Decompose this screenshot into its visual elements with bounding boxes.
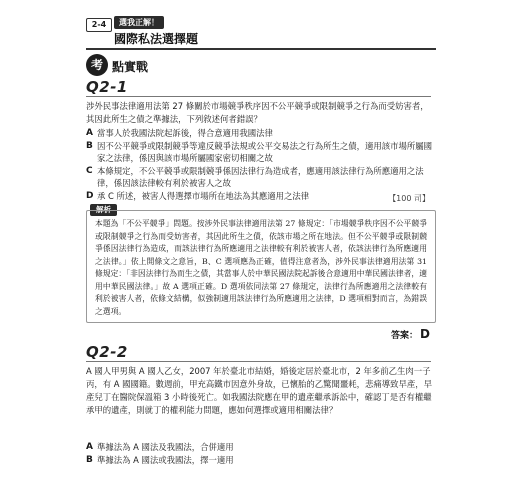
answer-label: 答案： <box>391 331 419 341</box>
question-divider <box>86 361 431 362</box>
option-letter: A <box>86 128 93 138</box>
answer-value: D <box>420 327 430 341</box>
question-id: Q2-2 <box>86 343 128 361</box>
option-a <box>86 127 436 139</box>
question-id: Q2-1 <box>86 78 128 96</box>
page-number-badge: 2-4 <box>86 18 112 32</box>
option-letter: B <box>86 455 93 465</box>
option-text: 因不公平競爭或限制競爭等違反競爭法規或公平交易法之行為所生之債，適用該市場所屬國家之法律，係因與該市場所屬國家密切相關之故 <box>97 141 432 163</box>
option-letter: B <box>86 141 93 151</box>
answer-options <box>86 441 436 467</box>
explanation-tag: 解析 <box>90 204 117 216</box>
option-b <box>86 454 436 466</box>
option-text: 本條規定，不公平競爭或限制競爭係因法律行為造成者，應適用該法律行為所應適用之法律，係因該法律較有利於被害人之故 <box>97 166 424 188</box>
exam-practice-icon: 考 <box>86 54 108 76</box>
question-stem: A 國人甲男與 A 國人乙女，2007 年於臺北市結婚，婚後定居於臺北市，2 年多前乙生肉一子丙，有 A 國國籍。數週前，甲充高鐵市因意外身故，已懷胎的乙驚聞噩耗，悲痛導致早產，早產兒丁在醫院保溫箱 3 小時後死亡。如我國法院應在甲的遺產繼承訴訟中，確認丁是否有權繼承甲的遺產，則就丁的權利能力問題，應如何選擇或適用相關法律？ <box>86 366 433 415</box>
option-text: 準據法為 A 國法及我國法，合併適用 <box>97 442 234 452</box>
option-letter: A <box>86 442 93 452</box>
option-text: 準據法為 A 國法或我國法，擇一適用 <box>97 455 234 465</box>
option-c <box>86 165 436 189</box>
header-divider <box>86 48 436 50</box>
question-divider <box>86 96 431 97</box>
option-text: 承 C 所述，被害人得選擇市場所在地法為其應適用之法律 <box>97 191 310 201</box>
practice-heading: 點實戰 <box>112 60 149 74</box>
answer-options <box>86 127 436 203</box>
explanation-box: 本題為「不公平競爭」問題。按涉外民事法律適用法第 27 條規定：「市場競爭秩序因不公平競爭或限制競爭之行為而受妨害者，其因此所生之債，依該市場之所在地法。但不公平競爭或限制競爭係因法律行為造成，而該法律行為所應適用之法律較有利於被害人者，依該法律行為所應適用之法律。」依上開條文之意旨，B、C 選項應為正確，值得注意者為，涉外民事法律適用法第 31 條規定：「非因法律行為而生之債，其當事人於中華民國法院起訴後合意適用中華民國法律者，適用中華民國法律。」故 A 選項正確。D 選項依同法第 27 條規定，法律行為所應適用之法律較有利於被害人者，依條文結構，似強制適用該法律行為所應適用之法律，D 選項相對而言，為錯誤之選項。 <box>86 210 436 323</box>
option-text: 當事人於我國法院起訴後，得合意適用我國法律 <box>97 128 273 138</box>
chapter-title: 國際私法選擇題 <box>114 32 199 46</box>
question-stem: 涉外民事法律適用法第 27 條關於市場競爭秩序因不公平競爭或限制競爭之行為而受妨害者，其因此所生之債之準據法，下列敘述何者錯誤？ <box>86 101 429 124</box>
answer-line <box>391 327 430 341</box>
option-b <box>86 140 436 164</box>
option-letter: C <box>86 166 93 176</box>
option-a <box>86 441 436 453</box>
section-tag: 選我正解！ <box>114 16 164 29</box>
option-letter: D <box>86 191 94 201</box>
question-source: 【100 司】 <box>388 194 430 203</box>
option-d <box>86 190 436 202</box>
